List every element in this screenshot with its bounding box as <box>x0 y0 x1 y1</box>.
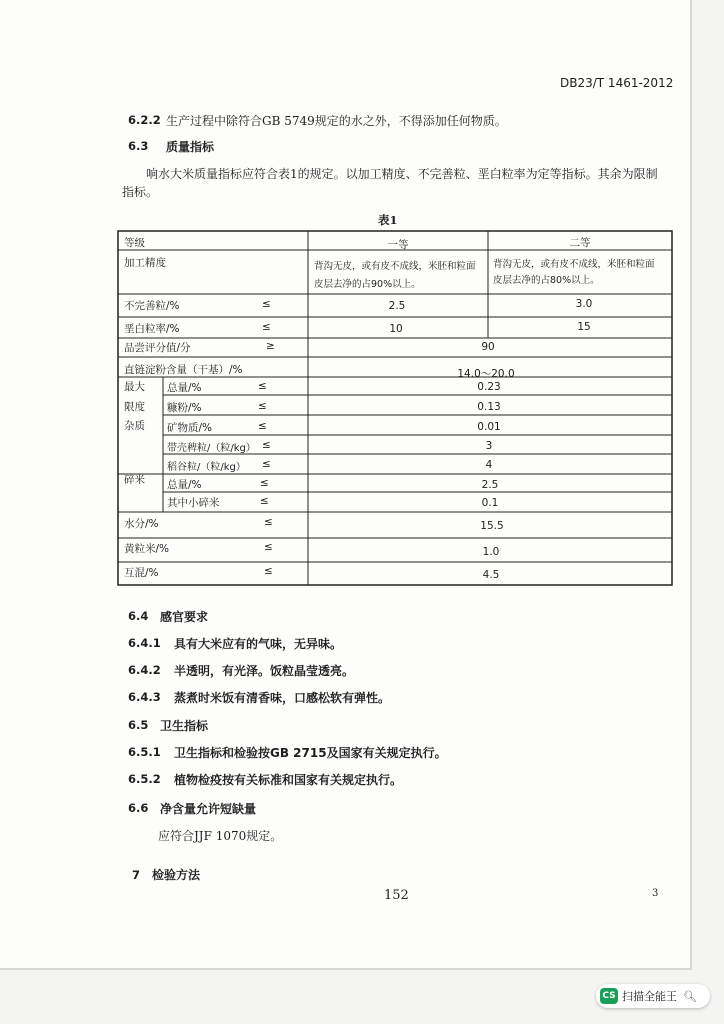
section-number: 6.5.1 <box>128 745 161 759</box>
row-label: 总量/% <box>167 479 202 491</box>
section-title: 检验方法 <box>152 868 201 882</box>
paragraph-line: 响水大米质量指标应符合表1的规定。以加工精度、不完善粒、垩白粒率为定等指标。其余为限制 <box>146 167 658 181</box>
grade-label: 等级 <box>124 237 145 249</box>
standard-code: DB23/T 1461-2012 <box>560 76 674 90</box>
row-label: 黄粒米/% <box>124 543 170 555</box>
operator: ≤ <box>262 458 271 470</box>
row-label: 带壳稗粒/（粒/kg） <box>167 443 256 454</box>
grade-2-header: 二等 <box>569 237 591 249</box>
row-label: 水分/% <box>124 518 159 530</box>
scanner-watermark <box>596 984 710 1008</box>
cell-value: 1.0 <box>482 546 500 558</box>
section-title: 卫生指标 <box>160 719 209 733</box>
group-label: 最大 <box>124 381 145 393</box>
cell-value: 14.0～20.0 <box>457 368 515 380</box>
app-name: 扫描全能王 <box>622 990 677 1003</box>
row-label: 互混/% <box>124 567 159 579</box>
operator: ≤ <box>262 298 271 310</box>
row-label: 稻谷粒/（粒/kg） <box>167 462 246 473</box>
section-text: 具有大米应有的气味，无异味。 <box>174 637 343 651</box>
section-text: 应符合JJF 1070规定。 <box>158 829 283 843</box>
row-label: 总量/% <box>167 382 202 394</box>
operator: ≤ <box>262 439 271 451</box>
precision-grade-2: 皮层去净的占80%以上。 <box>493 275 600 286</box>
section-number: 6.2.2 <box>128 113 161 127</box>
operator: ≤ <box>264 565 273 577</box>
operator: ≤ <box>264 516 273 528</box>
row-label: 品尝评分值/分 <box>124 342 191 354</box>
row-label: 垩白粒率/% <box>124 323 180 335</box>
grade-1-header: 一等 <box>387 239 409 251</box>
page-number: 152 <box>384 888 409 903</box>
cell-value: 2.5 <box>481 479 499 491</box>
operator: ≤ <box>258 400 267 412</box>
cell-value: 0.23 <box>477 381 501 393</box>
section-number: 6.4 <box>128 609 149 623</box>
cell-value: 0.1 <box>481 497 499 509</box>
section-title: 质量指标 <box>166 140 215 154</box>
cell-value: 3.0 <box>575 298 593 310</box>
section-number: 6.3 <box>128 139 149 153</box>
operator: ≤ <box>260 495 269 507</box>
cell-value: 4.5 <box>482 569 500 581</box>
section-number: 6.6 <box>128 801 149 815</box>
row-label: 加工精度 <box>124 257 166 269</box>
cell-value: 10 <box>389 323 403 335</box>
operator: ≤ <box>258 380 267 392</box>
cell-value: 90 <box>481 341 495 353</box>
cell-value: 4 <box>485 459 493 471</box>
group-label: 限度 <box>124 401 145 413</box>
precision-grade-1: 皮层去净的占90%以上。 <box>314 279 421 290</box>
section-text: 植物检疫按有关标准和国家有关规定执行。 <box>174 773 403 787</box>
section-number: 6.4.2 <box>128 663 161 677</box>
cell-value: 0.13 <box>477 401 501 413</box>
precision-grade-2: 背沟无皮，或有皮不成线，米胚和粒面 <box>493 259 655 270</box>
paragraph-line: 指标。 <box>122 185 159 199</box>
cell-value: 3 <box>485 440 493 452</box>
section-number: 6.5 <box>128 718 149 732</box>
section-title: 感官要求 <box>160 610 209 624</box>
section-title: 净含量允许短缺量 <box>160 802 257 816</box>
section-text: 蒸煮时米饭有清香味，口感松软有弹性。 <box>174 691 391 705</box>
row-label: 不完善粒/% <box>124 300 180 312</box>
table-caption: 表1 <box>378 213 398 227</box>
section-text: 生产过程中除符合GB 5749规定的水之外，不得添加任何物质。 <box>166 114 507 128</box>
precision-grade-1: 背沟无皮，或有皮不成线，米胚和粒面 <box>314 261 476 272</box>
section-number: 6.4.3 <box>128 690 161 704</box>
section-text: 卫生指标和检验按GB 2715及国家有关规定执行。 <box>174 746 447 760</box>
operator: ≤ <box>262 321 271 333</box>
row-label: 矿物质/% <box>167 422 213 434</box>
operator: ≤ <box>264 541 273 553</box>
corner-number: 3 <box>652 888 659 899</box>
section-text: 半透明，有光泽。饭粒晶莹透亮。 <box>174 664 355 678</box>
cell-value: 15 <box>577 321 591 333</box>
camscanner-logo: CS <box>600 988 618 1004</box>
group-label: 碎米 <box>124 474 145 486</box>
search-icon[interactable]: 🔍︎ <box>683 989 697 1003</box>
group-label: 杂质 <box>124 420 145 432</box>
row-label: 糠粉/% <box>167 402 202 414</box>
operator: ≥ <box>266 340 275 352</box>
row-label: 直链淀粉含量（干基）/% <box>124 364 243 376</box>
section-number: 6.5.2 <box>128 772 161 786</box>
section-number: 6.4.1 <box>128 636 161 650</box>
section-number: 7 <box>132 868 141 882</box>
operator: ≤ <box>258 420 267 432</box>
operator: ≤ <box>260 477 269 489</box>
cell-value: 15.5 <box>480 520 504 532</box>
row-label: 其中小碎米 <box>167 497 220 509</box>
cell-value: 2.5 <box>388 300 406 312</box>
cell-value: 0.01 <box>477 421 501 433</box>
